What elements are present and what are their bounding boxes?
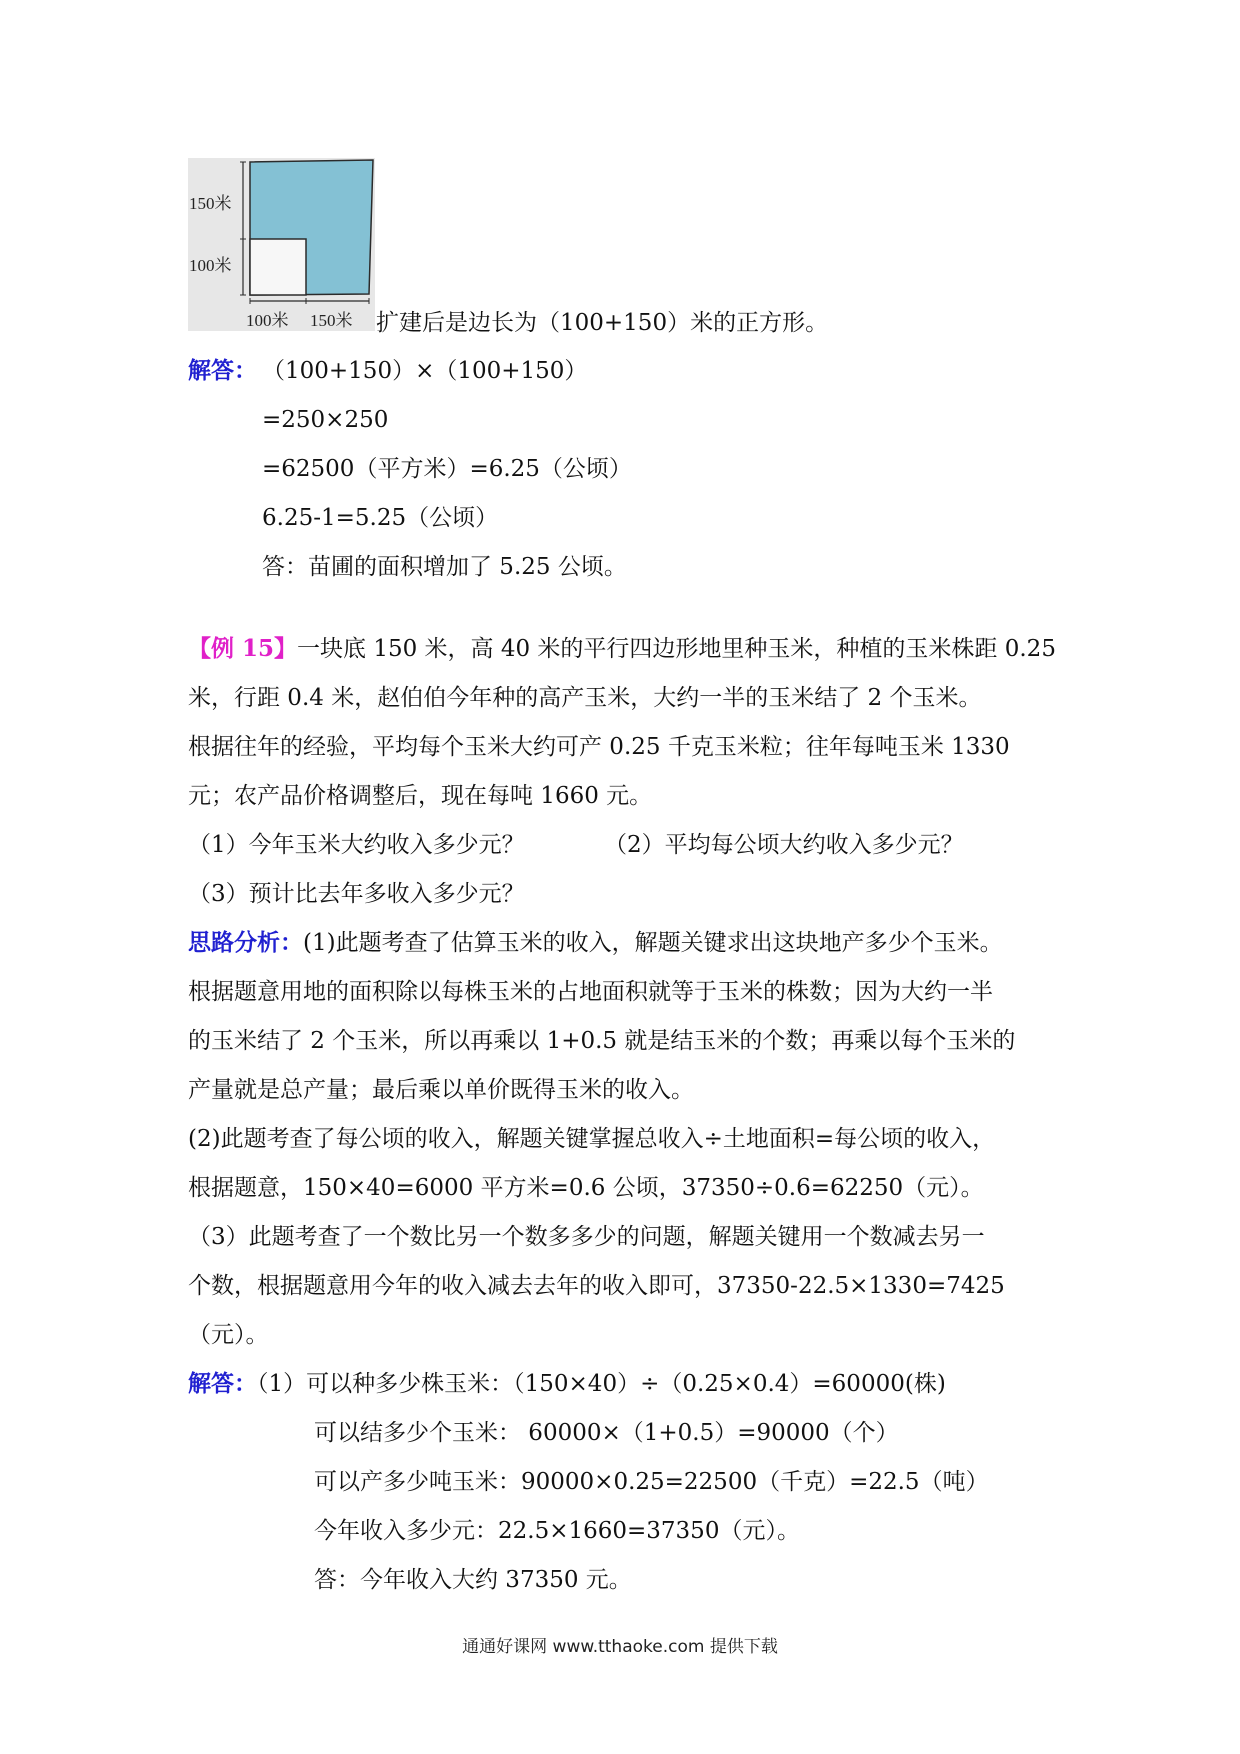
label-150m-left: 150米 [189, 194, 232, 213]
example15-first-line [188, 634, 1056, 664]
analysis-line: 根据题意，150×40=6000 平方米=0.6 公顷，37350÷0.6=62250（元）。 [188, 1175, 984, 1201]
original-square [250, 239, 306, 295]
answer1-line: =250×250 [262, 407, 389, 433]
answer2-line: 可以产多少吨玉米：90000×0.25=22500（千克）=22.5（吨） [314, 1469, 989, 1495]
answer2-line: 可以结多少个玉米： 60000×（1+0.5）=90000（个） [314, 1420, 899, 1446]
answer-label: 解答： [188, 357, 257, 384]
answer2-first-line [188, 1369, 946, 1399]
example15-label: 【例 15】 [188, 635, 298, 662]
answer1-line: =62500（平方米）=6.25（公顷） [262, 456, 632, 482]
analysis-line: 个数，根据题意用今年的收入减去去年的收入即可，37350-22.5×1330=7425 [188, 1273, 1005, 1299]
example15-line: 元；农产品价格调整后，现在每吨 1660 元。 [188, 783, 653, 809]
analysis-label: 思路分析： [188, 929, 303, 956]
answer2-conclusion: 答：今年收入大约 37350 元。 [314, 1567, 632, 1593]
example15-line: 米，行距 0.4 米，赵伯伯今年种的高产玉米，大约一半的玉米结了 2 个玉米。 [188, 685, 982, 711]
example15-line: 根据往年的经验，平均每个玉米大约可产 0.25 千克玉米粒；往年每吨玉米 1330 [188, 734, 1010, 760]
answer1-line: （100+150）×（100+150） [262, 358, 588, 384]
analysis-line: （3）此题考查了一个数比另一个数多多少的问题，解题关键用一个数减去另一 [188, 1224, 985, 1250]
label-100m-left: 100米 [189, 256, 232, 275]
intro-text: 扩建后是边长为（100+150）米的正方形。 [376, 310, 829, 336]
analysis-first-line [188, 928, 1003, 958]
answer2-line: 今年收入多少元：22.5×1660=37350（元）。 [314, 1518, 800, 1544]
page-footer: 通通好课网 www.tthaoke.com 提供下载 [462, 1637, 778, 1657]
question-3: （3）预计比去年多收入多少元？ [188, 881, 525, 907]
analysis-line: 产量就是总产量；最后乘以单价既得玉米的收入。 [188, 1077, 694, 1103]
analysis-line: 根据题意用地的面积除以每株玉米的占地面积就等于玉米的株数；因为大约一半 [188, 979, 993, 1005]
analysis-line: （元）。 [188, 1322, 269, 1348]
example15-text: 一块底 150 米，高 40 米的平行四边形地里种玉米，种植的玉米株距 0.25 [297, 636, 1056, 662]
answer1-conclusion: 答：苗圃的面积增加了 5.25 公顷。 [262, 554, 627, 580]
label-150m-bottom: 150米 [310, 311, 353, 330]
analysis-line: 的玉米结了 2 个玉米，所以再乘以 1+0.5 就是结玉米的个数；再乘以每个玉米的 [188, 1028, 1016, 1054]
answer2-label: 解答： [188, 1370, 257, 1397]
label-100m-bottom: 100米 [246, 311, 289, 330]
question-2: （2）平均每公顷大约收入多少元？ [604, 832, 964, 858]
diagram-svg [188, 158, 375, 331]
answer2-text: （1）可以种多少株玉米：（150×40）÷（0.25×0.4）=60000(株) [257, 1371, 946, 1397]
question-1: （1）今年玉米大约收入多少元？ [188, 832, 525, 858]
answer1-line: 6.25-1=5.25（公顷） [262, 505, 499, 531]
analysis-text: (1)此题考查了估算玉米的收入，解题关键求出这块地产多少个玉米。 [303, 930, 1003, 956]
expansion-diagram [188, 158, 375, 331]
analysis-line: (2)此题考查了每公顷的收入，解题关键掌握总收入÷土地面积=每公顷的收入， [188, 1126, 996, 1152]
